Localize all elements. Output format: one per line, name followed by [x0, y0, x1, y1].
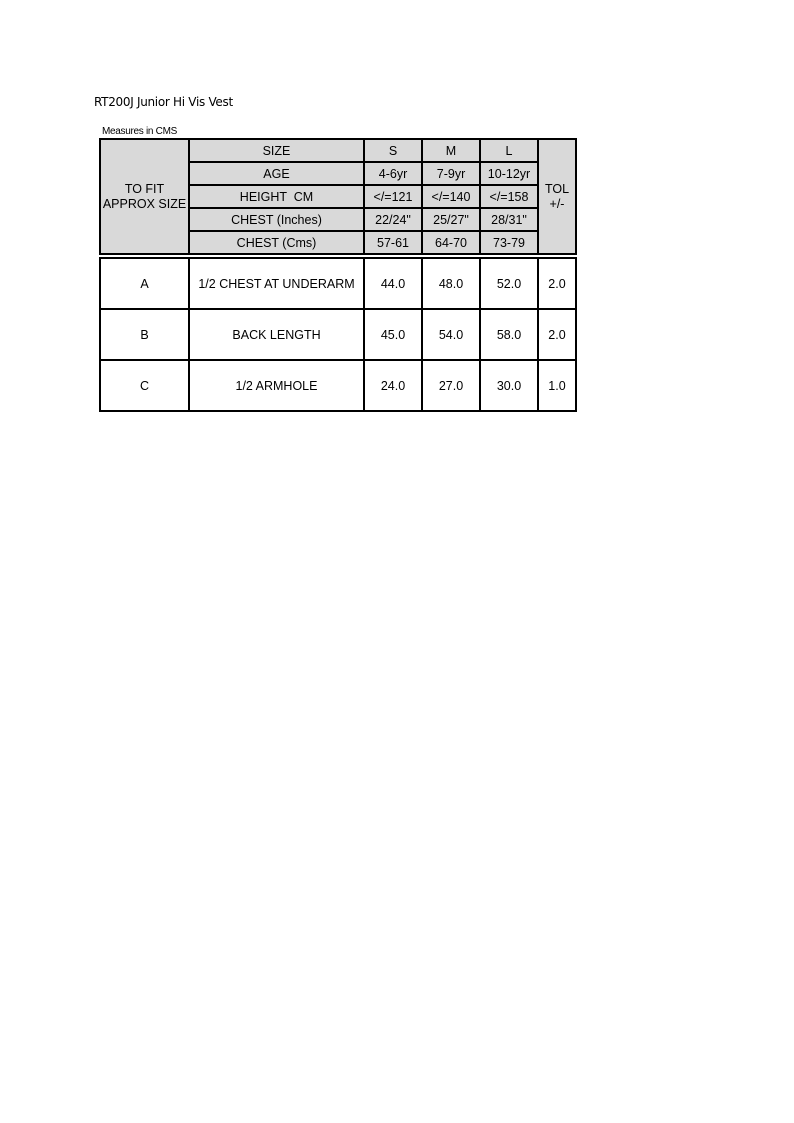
header-value: 28/31" — [480, 208, 538, 231]
header-label: SIZE — [189, 139, 364, 162]
measurement-name: 1/2 ARMHOLE — [189, 360, 364, 411]
fit-label-line1: TO FIT — [124, 181, 165, 196]
measurements-body — [100, 256, 576, 411]
measurement-value: 27.0 — [422, 360, 480, 411]
header-value: </=158 — [480, 185, 538, 208]
header-value: M — [422, 139, 480, 162]
tol-label-line1: TOL — [544, 181, 570, 196]
measurement-value: 44.0 — [364, 256, 422, 309]
header-value: 7-9yr — [422, 162, 480, 185]
measurement-value: 58.0 — [480, 309, 538, 360]
fit-approx-size-cell — [100, 139, 189, 256]
measurement-value: 54.0 — [422, 309, 480, 360]
measurement-code: B — [100, 309, 189, 360]
header-label: CHEST (Cms) — [189, 231, 364, 256]
header-value: 10-12yr — [480, 162, 538, 185]
header-label: AGE — [189, 162, 364, 185]
header-value: 25/27" — [422, 208, 480, 231]
header-value: S — [364, 139, 422, 162]
measurement-row — [100, 309, 576, 360]
units-note: Measures in CMS — [102, 126, 177, 137]
header-row-size — [100, 139, 576, 162]
measurement-value: 24.0 — [364, 360, 422, 411]
measurement-code: C — [100, 360, 189, 411]
tol-label-line2: +/- — [549, 196, 565, 211]
measurement-tolerance: 1.0 — [538, 360, 576, 411]
header-value: 73-79 — [480, 231, 538, 256]
measurement-tolerance: 2.0 — [538, 309, 576, 360]
measurement-name: BACK LENGTH — [189, 309, 364, 360]
measurement-row — [100, 360, 576, 411]
header-label: HEIGHT CM — [189, 185, 364, 208]
measurement-value: 45.0 — [364, 309, 422, 360]
measurement-name: 1/2 CHEST AT UNDERARM — [189, 256, 364, 309]
document-title: RT200J Junior Hi Vis Vest — [94, 95, 233, 109]
measurement-row — [100, 256, 576, 309]
header-value: L — [480, 139, 538, 162]
header-value: </=140 — [422, 185, 480, 208]
size-chart-header — [100, 139, 576, 256]
measurement-value: 48.0 — [422, 256, 480, 309]
measurement-tolerance: 2.0 — [538, 256, 576, 309]
header-value: </=121 — [364, 185, 422, 208]
header-value: 57-61 — [364, 231, 422, 256]
header-value: 4-6yr — [364, 162, 422, 185]
measurement-value: 52.0 — [480, 256, 538, 309]
header-value: 64-70 — [422, 231, 480, 256]
fit-label-line2: APPROX SIZE — [102, 196, 187, 211]
header-value: 22/24" — [364, 208, 422, 231]
header-label: CHEST (Inches) — [189, 208, 364, 231]
measurement-value: 30.0 — [480, 360, 538, 411]
size-chart-table — [99, 138, 577, 412]
tolerance-header-cell — [538, 139, 576, 256]
measurement-code: A — [100, 256, 189, 309]
